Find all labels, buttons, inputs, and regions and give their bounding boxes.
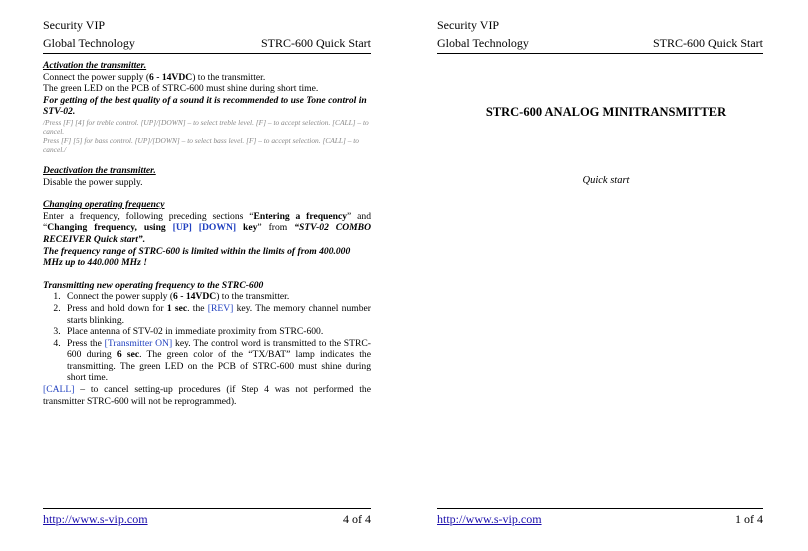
step-3: 3. Place antenna of STV-02 in immediate proximity from STRC-600. [63, 326, 371, 338]
header-division: Global Technology [437, 36, 529, 50]
document-title: STRC-600 ANALOG MINITRANSMITTER [485, 105, 727, 119]
footer-rule [43, 508, 371, 509]
header-rule [43, 53, 371, 54]
footer-url-link[interactable]: http://www.s-vip.com [437, 512, 542, 526]
header-doc-name: STRC-600 Quick Start [653, 36, 763, 50]
deactivation-title: Deactivation the transmitter. [43, 164, 156, 176]
step-4: 4. Press the [Transmitter ON] key. The control word is transmitted to the STRC-600 during 6 sec. The green color of the “TX/BAT” lamp indicates the transmitting. The green LED on the PCB of STRC-600 must shine during short time. [63, 338, 371, 384]
page-1 [404, 0, 808, 551]
deactivation-text: Disable the power supply. [43, 176, 143, 188]
activation-line-2: The green LED on the PCB of STRC-600 must shine during short time. [43, 83, 319, 95]
transmitting-title: Transmitting new operating frequency to the STRC-600 [43, 279, 264, 291]
page-number: 4 of 4 [343, 512, 371, 526]
header-rule [437, 53, 763, 54]
footer-rule [437, 508, 763, 509]
step-2: 2. Press and hold down for 1 sec. the [REV] key. The memory channel number starts blinking. [63, 303, 371, 326]
document-subtitle: Quick start [582, 175, 630, 186]
treble-note: /Press [F] [4] for treble control. [UP]/[DOWN] – to select treble level. [F] – to accept selection. [CALL] – to cancel. [43, 117, 369, 136]
page-body [43, 60, 371, 407]
page-number: 1 of 4 [735, 512, 763, 526]
footer-url-link[interactable]: http://www.s-vip.com [43, 512, 148, 526]
transmitting-steps [43, 291, 371, 384]
header-division: Global Technology [43, 36, 135, 50]
activation-line-1: Connect the power supply (6 - 14VDC) to the transmitter. [43, 71, 266, 83]
header-doc-name: STRC-600 Quick Start [261, 36, 371, 50]
changing-title: Changing operating frequency [43, 199, 165, 211]
frequency-range: The frequency range of STRC-600 is limited within the limits of from 400.000 MHz up to 440.000 MHz ! [43, 245, 351, 269]
activation-title: Activation the transmitter. [43, 60, 147, 71]
bass-note: Press [F] [5] for bass control. [UP]/[DOWN] – to select bass level. [F] – to accept selection. [CALL] – to cancel./ [43, 135, 360, 154]
tone-control-note: For getting of the best quality of a sound it is recommended to use Tone control in STV-02. [43, 94, 367, 118]
changing-text: Enter a frequency, following preceding sections “Entering a frequency” and “Changing frequency, using [UP] [DOWN] key” from “STV-02 COMBO RECEIVER Quick start”. [43, 210, 371, 245]
cancel-note: [CALL] – to cancel setting-up procedures (if Step 4 was not performed the transmitter STRC-600 will not be reprogrammed). [43, 384, 371, 407]
header-company: Security VIP [43, 18, 106, 32]
header-company: Security VIP [437, 18, 500, 32]
step-1: 1. Connect the power supply (6 - 14VDC) to the transmitter. [63, 291, 371, 303]
